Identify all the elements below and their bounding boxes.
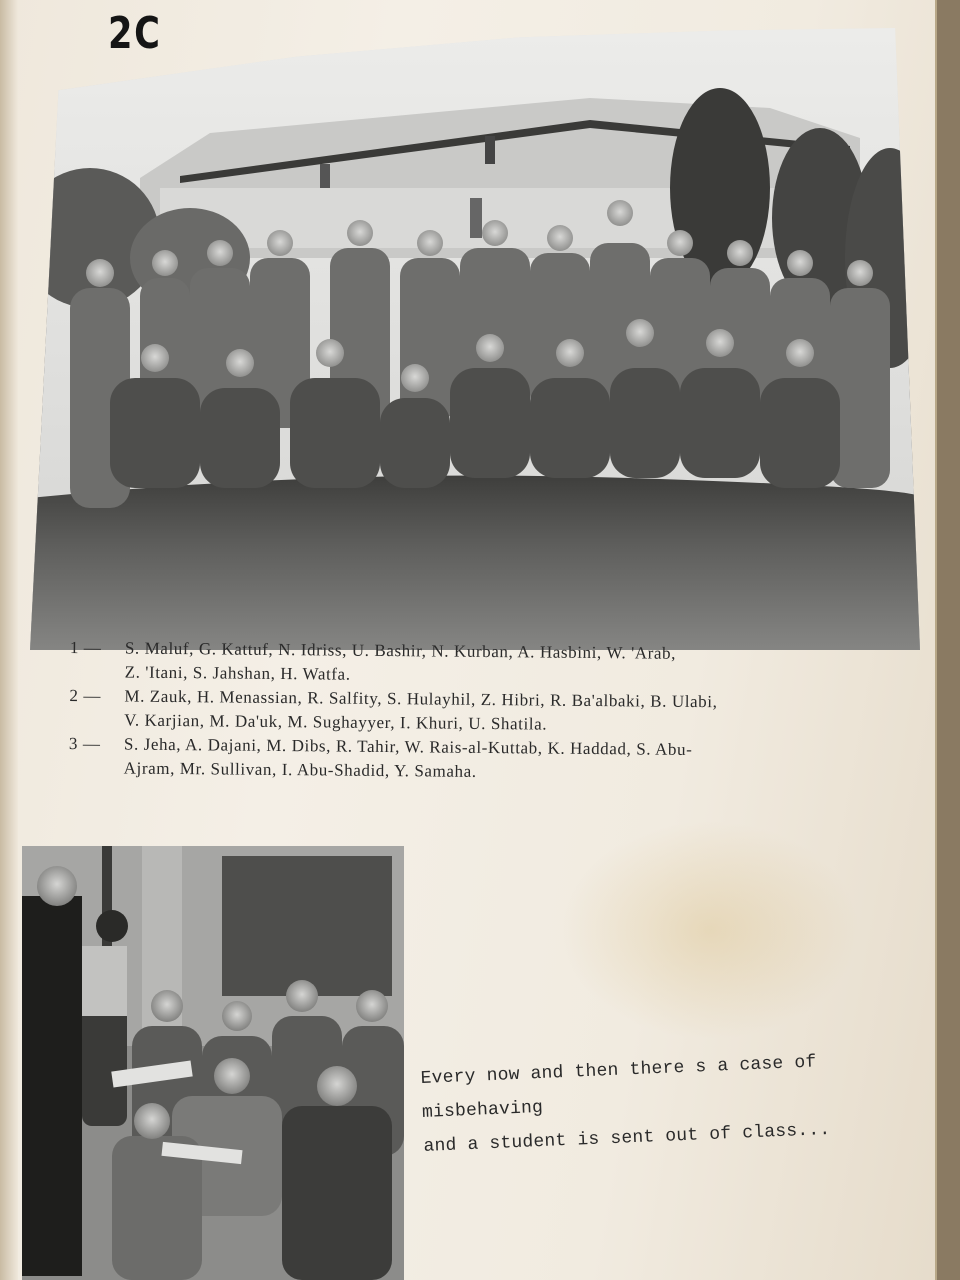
- classroom-caption-line-2: and a student is sent out of class...: [423, 1119, 831, 1157]
- caption-entry-2: [69, 684, 909, 740]
- caption-row-number: 2 —: [69, 685, 102, 706]
- caption-row-continuation: Ajram, Mr. Sullivan, I. Abu-Shadid, Y. Samaha.: [123, 758, 477, 781]
- caption-row-line: S. Jeha, A. Dajani, M. Dibs, R. Tahir, W. Rais-al-Kuttab, K. Haddad, S. Abu-: [123, 734, 693, 759]
- page-label: 2C: [108, 8, 162, 59]
- caption-entry-3: [69, 732, 909, 788]
- classroom-caption-line-1: Every now and then there s a case of misbehaving: [420, 1052, 817, 1123]
- caption-row-line: S. Maluf, G. Kattuf, N. Idriss, U. Bashir, N. Kurban, A. Hasbini, W. 'Arab,: [124, 638, 677, 663]
- caption-row-line: M. Zauk, H. Menassian, R. Salfity, S. Hulayhil, Z. Hibri, R. Ba'albaki, B. Ulabi,: [124, 686, 718, 712]
- group-photo-icon: [30, 28, 920, 650]
- caption-row-number: 1 —: [69, 637, 102, 658]
- caption-entry-1: [70, 636, 910, 692]
- classroom-photo: [22, 846, 404, 1280]
- classroom-photo-icon: [22, 846, 404, 1280]
- name-caption: [69, 636, 910, 788]
- caption-row-number: 3 —: [68, 733, 101, 754]
- group-photo: [30, 28, 920, 650]
- classroom-caption: [420, 1040, 944, 1164]
- caption-row-continuation: V. Karjian, M. Da'uk, M. Sughayyer, I. Khuri, U. Shatila.: [124, 710, 548, 734]
- caption-row-continuation: Z. 'Itani, S. Jahshan, H. Watfa.: [124, 662, 351, 684]
- paper-stain: [560, 820, 860, 1040]
